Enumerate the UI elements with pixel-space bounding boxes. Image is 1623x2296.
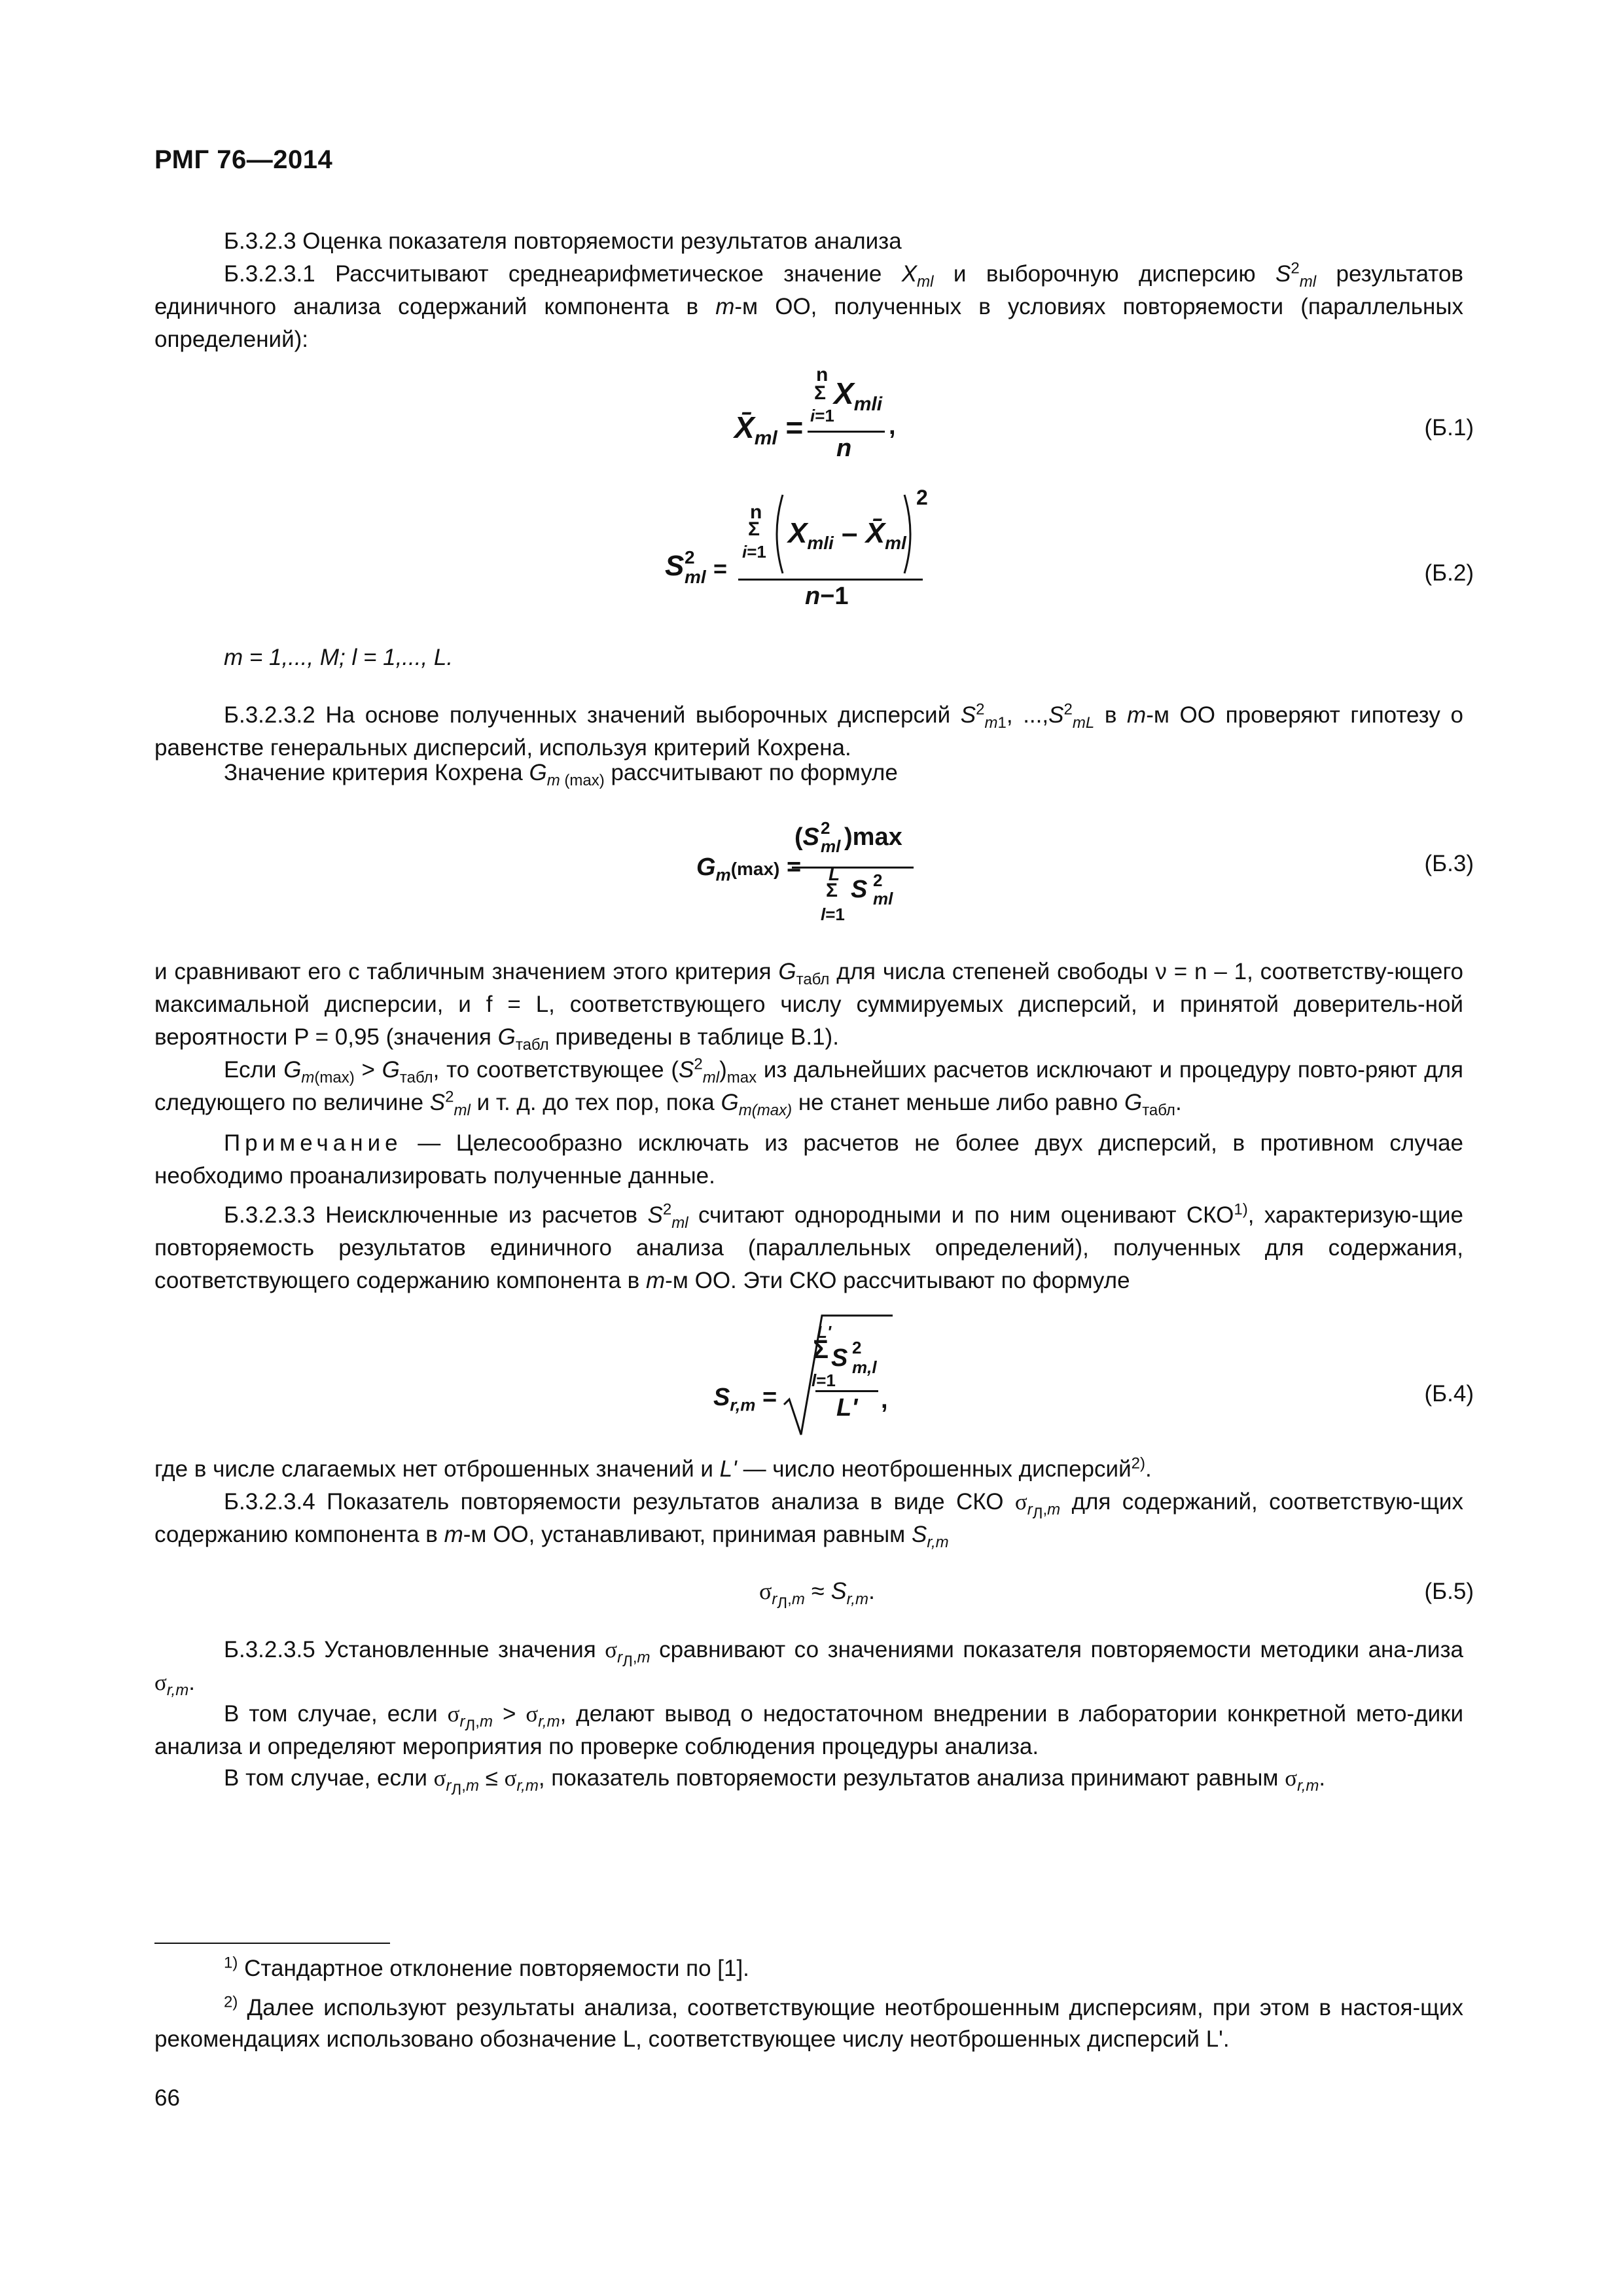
paragraph-b3-2-3-4: Б.3.2.3.4 Показатель повторяемости результатов анализа в виде СКО $\sigma_{r_Л,m}$ для содержаний, соответствую-щих содержанию компонента в m-м ОО, устанавливают, принимая равным $S_{r,m}$ [154,1489,1463,1551]
note-text: — Целесообразно исключать из расчетов не более двух дисперсий, в противном случае необходимо проанализировать полученные данные. [154,1130,1463,1189]
footnote-2: $^{2)}$ Далее используют результаты анализа, соответствующие неотброшенным дисперсиям, при этом в настоя-щих рекомендациях использовано обозначение L, соответствующее числу неотброшенных дисперсий L'. [154,1993,1463,2052]
paragraph-b3-2-3-2: Б.3.2.3.2 На основе полученных значений выборочных дисперсий $S^2_{m1}$, $...,S^2_{mL}$ в m-м ОО проверяют гипотезу о равенстве генеральных дисперсий, используя критерий Кохрена. [154,700,1463,761]
note-label: Примечание [224,1130,402,1156]
footnote-1: $^{1)}$ Стандартное отклонение повторяемости по [1]. [224,1954,749,1981]
equation-number-b4: (Б.4) [1424,1381,1474,1407]
left-paren-icon [770,492,785,576]
equation-number-b5: (Б.5) [1424,1579,1474,1604]
right-paren-icon [902,492,918,576]
paragraph-case-greater: В том случае, если $\sigma_{r_Л,m} > \sigma_{r,m}$, делают вывод о недостаточном внедрении в лаборатории конкретной мето-дики анализа и определяют мероприятия по проверке соблюдения процедуры анализа. [154,1701,1464,1759]
paragraph-b3-2-3-3: Б.3.2.3.3 Неисключенные из расчетов $S^2_{ml}$ считают однородными и по ним оценивают СКО$^{1)}$, характеризую-щие повторяемость результатов единичного анализа (параллельных определений), полученных для содержания, соответствующего содержанию компонента в m-м ОО. Эти СКО рассчитывают по формуле [154,1200,1463,1293]
document-header: РМГ 76—2014 [154,145,333,174]
paragraph-b3-2-3-5: Б.3.2.3.5 Установленные значения $\sigma_{r_Л,m}$ сравнивают со значениями показателя повторяемости методики ана-лиза $\sigma_{r,m}$. [154,1637,1463,1699]
paragraph-b3-2-3-1: Б.3.2.3.1 Рассчитывают среднеарифметическое значение $X_{ml}$ и выборочную дисперсию $S^2_{ml}$ результатов единичного анализа содержаний компонента в m-м ОО, полученных в условиях повторяемости (параллельных определений): [154,259,1463,352]
index-ranges: m = 1,..., M; l = 1,..., L. [224,645,454,670]
equation-number-b3: (Б.3) [1424,851,1474,876]
paragraph-case-less: В том случае, если $\sigma_{r_Л,m} \le \sigma_{r,m}$, показатель повторяемости результатов анализа принимают равным $\sigma_{r,m}$. [224,1765,1326,1799]
paragraph-comparison: и сравнивают его с табличным значением этого критерия $G_{табл}$ для числа степеней свободы ν = n – 1, соответству-ющего максимальной дисперсии, и f = L, соответствующего числу суммируемых дисперсий, и принятой доверитель-ной вероятности P = 0,95 (значения $G_{табл}$ приведены в таблице В.1). [154,959,1463,1054]
note [154,1127,1463,1193]
equation-number-b2: (Б.2) [1424,560,1474,586]
equation-number-b1: (Б.1) [1424,415,1474,440]
page-number: 66 [154,2085,180,2111]
paragraph-b3-2-3: Б.3.2.3 Оценка показателя повторяемости результатов анализа [224,228,902,254]
document-page: РМГ 76—2014 Б.3.2.3 Оценка показателя повторяемости результатов анализа Б.3.2.3.1 Рассчитывают среднеарифметическое значение $X_{ml}$ и выборочную дисперсию $S^2_{ml}$ результатов единичного анализа содержаний компонента в m-м ОО, полученных в условиях повторяемости (параллельных определений): n Σ $X_{mli}$ i=1 $X̄_{ml}$ = n , (Б.1) n Σ i=1 $X_{mli}$ – $X̄_{ml}$ 2 S 2 ml = n−1 (Б.2) m = 1,..., M; l = 1,..., L. Б.3.2.3.2 На основе полученных значений выборочных дисперсий $S^2_{m1}$, $...,S^2_{mL}$ в m-м ОО проверяют гипотезу о равенстве генеральных дисперсий, используя критерий Кохрена. Значение критерия Кохрена $G_m$ $_{(max)}$ рассчитывают по формуле (S 2 ml )max $G_m(\max)$ = L Σ S 2 ml l=1 (Б.3) и сравнивают его с табличным значением этого критерия $G_{табл}$ для числа степеней свободы ν = n – 1, соответству-ющего максимальной дисперсии, и f = L, соответствующего числу суммируемых дисперсий, и принятой доверитель-ной вероятности P = 0,95 (значения $G_{табл}$ приведены в таблице В.1). Если $G_{m(max)} > G_{табл}$, то соответствующее $(S^2_{ml})_{max}$ из дальнейших расчетов исключают и процедуру повто-ряют для следующего по величине $S^2_{ml}$ и т. д. до тех пор, пока $G_{m(max)}$ не станет меньше либо равно $G_{табл}$. Примечание — Целесообразно исключать из расчетов не более двух дисперсий, в противном случае необходимо проанализировать полученные данные. Б.3.2.3.3 Неисключенные из расчетов $S^2_{ml}$ считают однородными и по ним оценивают СКО$^{1)}$, характеризую-щие повторяемость результатов единичного анализа (параллельных определений), полученных для содержания, соответствующего содержанию компонента в m-м ОО. Эти СКО рассчитывают по формуле $S_{r,m}$ = L' Σ S 2 m,l l=1 L' , (Б.4) где в числе слагаемых нет отброшенных значений и L' — число неотброшенных дисперсий$^{2)}$. Б.3.2.3.4 Показатель повторяемости результатов анализа в виде СКО $\sigma_{r_Л,m}$ для содержаний, соответствую-щих содержанию компонента в m-м ОО, устанавливают, принимая равным $S_{r,m}$ $\sigma_{r_Л,m} \approx S_{r,m}$. (Б.5) Б.3.2.3.5 Установленные значения $\sigma_{r_Л,m}$ сравнивают со значениями показателя повторяемости методики ана-лиза $\sigma_{r,m}$. В том случае, если $\sigma_{r_Л,m} > \sigma_{r,m}$, делают вывод о недостаточном внедрении в лаборатории конкретной мето-дики анализа и определяют мероприятия по проверке соблюдения процедуры анализа. В том случае, если $\sigma_{r_Л,m} \le \sigma_{r,m}$, показатель повторяемости результатов анализа принимают равным $\sigma_{r,m}$. $^{1)}$ Стандартное отклонение повторяемости по [1]. $^{2)}$ Далее используют результаты анализа, соответствующие неотброшенным дисперсиям, при этом в настоя-щих рекомендациях использовано обозначение L, соответствующее числу неотброшенных дисперсий L'. 66 [154,145,1474,2111]
paragraph-where: где в числе слагаемых нет отброшенных значений и L' — число неотброшенных дисперсий$^{2)}$. [154,1454,1152,1482]
paragraph-exclusion: Если $G_{m(max)} > G_{табл}$, то соответствующее $(S^2_{ml})_{max}$ из дальнейших расчетов исключают и процедуру повто-ряют для следующего по величине $S^2_{ml}$ и т. д. до тех пор, пока $G_{m(max)}$ не станет меньше либо равно $G_{табл}$. [154,1055,1463,1119]
paragraph-cochran-intro: Значение критерия Кохрена $G_m$ $_{(max)}$ рассчитывают по формуле [224,760,898,789]
footnote-separator [154,1943,390,1944]
